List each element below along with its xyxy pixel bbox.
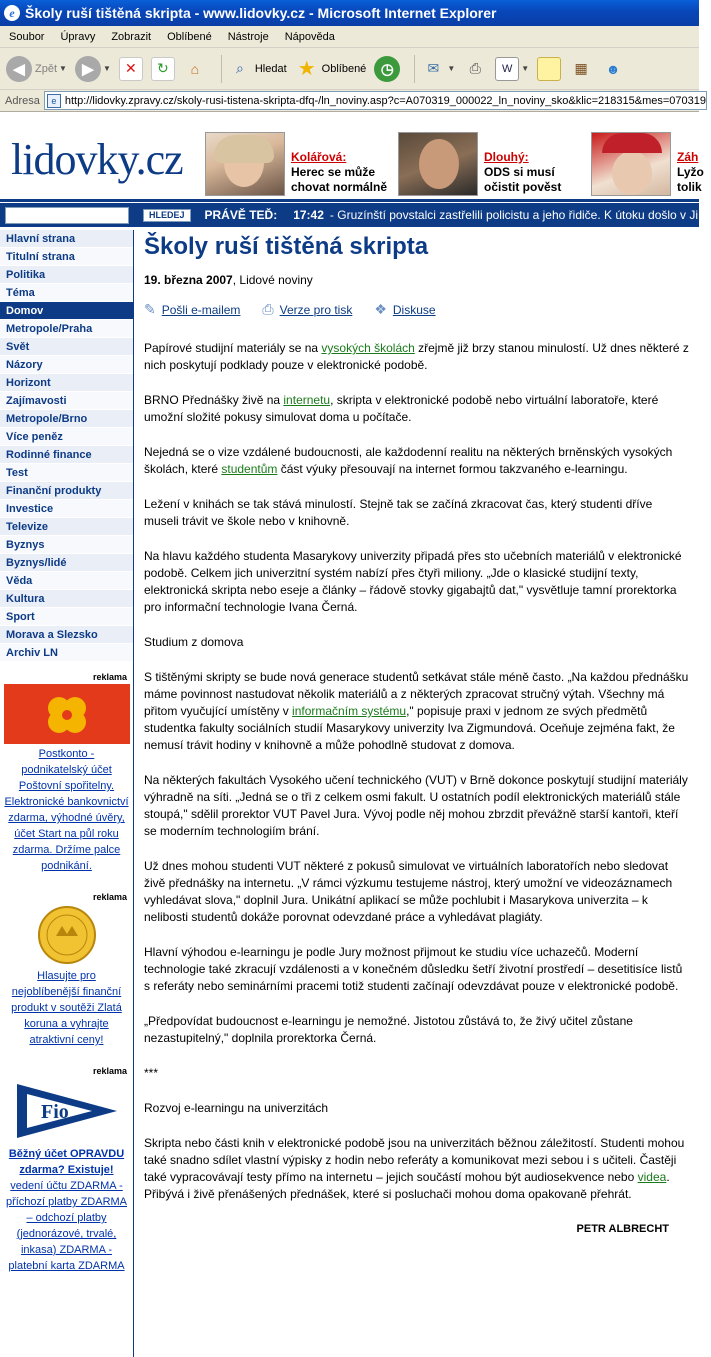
keyword-link[interactable]: studentům [221,462,278,476]
ad-text[interactable]: vedení účtu ZDARMA - příchozí platby ZDARMA – odchozí platby (jednorázové, trvalé, inkasa) ZDARMA - platební karta ZDARMA [5,1180,128,1272]
article-subheading: Rozvoj e-learningu na univerzitách [144,1101,329,1115]
now-label: PRÁVĚ TEĎ: [204,208,278,222]
word-icon: W [495,57,519,81]
sidebar-item-financni-produkty[interactable]: Finanční produkty [0,482,133,500]
ad-headline[interactable]: Běžný účet OPRAVDU zdarma? Existuje! [8,1148,125,1176]
chevron-down-icon[interactable]: ▼ [102,64,111,73]
note-icon [537,57,561,81]
site-logo[interactable]: lidovky.cz [11,135,183,184]
article-meta [144,273,689,287]
print-icon: ⎙ [262,301,274,317]
article-paragraph: Hlavní výhodou e-learningu je podle Jury možnost přijmout ke studiu více uchazečů. Moderní technologie také zkracují vzdálenosti a v konečném důsledku šetří životní prostředí – desetitisíce listů s referáty nebo seminárními pracemi totiž studenti začínají odevzdávat pouze v elektronické podobě. [144,945,683,993]
star-icon: ★ [297,58,316,80]
ad-fio[interactable] [0,1076,133,1274]
promo-name[interactable]: Záh [677,150,699,164]
fio-logo-icon [7,1078,127,1144]
menu-bar [0,26,699,48]
address-label: Adresa [5,94,40,107]
ad-label: reklama [92,1066,127,1076]
refresh-button[interactable] [151,57,175,81]
menu-edit[interactable]: Úpravy [60,30,96,43]
forward-button[interactable] [75,56,111,82]
svg-text:Fio: Fio [40,1101,69,1123]
sidebar-item-morava-a-slezsko[interactable]: Morava a Slezsko [0,626,133,644]
messenger-button[interactable] [601,57,625,81]
sidebar-item-byznys-lide[interactable]: Byznys/lidé [0,554,133,572]
ad-label: reklama [92,672,127,682]
sidebar-item-kultura[interactable]: Kultura [0,590,133,608]
toolbar-separator [221,55,222,83]
sidebar-nav [0,230,133,662]
sidebar-item-tema[interactable]: Téma [0,284,133,302]
sidebar-item-televize[interactable]: Televize [0,518,133,536]
article-paragraph: Ležení v knihách se tak stává minulostí. Stejně tak se začíná zkracovat čas, který studenti dříve museli trávit ve škole nebo v knihovně. [144,497,653,528]
ad-text[interactable]: Hlasujte pro nejoblíbenější finanční produkt v soutěži Zlatá koruna a vyhrajte atraktivní ceny! [11,970,122,1046]
news-ticker[interactable]: - Gruzínští povstalci zastřelili policistu a jeho řidiče. K útoku došlo v Ji [329,208,699,222]
print-icon: ⎙ [469,60,481,76]
address-url[interactable]: http://lidovky.zpravy.cz/skoly-rusi-tistena-skripta-dfq-/ln_noviny.asp?c=A070319_000022_ln_noviny_sko&klic=218315&mes=070319 [64,94,706,107]
research-button[interactable] [569,57,593,81]
sidebar-item-politika[interactable]: Politika [0,266,133,284]
promo-text[interactable]: Lyžo tolik [677,165,704,194]
print-button[interactable] [463,57,487,81]
article [144,230,689,1238]
promo-photo [591,132,671,196]
toolbar-separator [414,55,415,83]
window-title: Školy ruší tištěná skripta - www.lidovky.cz - Microsoft Internet Explorer [25,5,497,21]
discussion-link[interactable]: ❖ Diskuse [374,301,436,317]
address-input[interactable] [44,91,707,110]
forward-arrow-icon: ▶ [75,56,101,82]
menu-file[interactable]: Soubor [9,30,45,43]
ticker-time: 17:42 [293,208,324,222]
favorites-button[interactable]: ★ Oblíbené [295,57,367,81]
sidebar-item-metropole-brno[interactable]: Metropole/Brno [0,410,133,428]
refresh-icon: ↻ [151,57,175,81]
home-icon: ⌂ [190,60,200,77]
sidebar-item-veda[interactable]: Věda [0,572,133,590]
promo-item[interactable] [591,132,711,196]
site-search-button[interactable]: HLEDEJ [143,209,191,222]
promo-text[interactable]: Herec se může chovat normálně [291,165,388,194]
article-title: Školy ruší tištěná skripta [144,233,429,260]
menu-favorites[interactable]: Oblíbené [167,30,212,43]
sidebar [0,230,134,1357]
article-tools [144,301,689,318]
chevron-down-icon[interactable]: ▼ [59,64,67,73]
sidebar-item-titulni-strana[interactable]: Titulní strana [0,248,133,266]
discuss-button[interactable] [537,57,561,81]
sidebar-item-vice-penez[interactable]: Více peněz [0,428,133,446]
promo-text[interactable]: ODS si musí očistit pověst [484,165,562,194]
sidebar-item-domov[interactable]: Domov [0,302,133,320]
article-subheading: Studium z domova [144,635,244,649]
promo-photo [205,132,285,196]
promo-item[interactable] [205,132,395,196]
page-icon: e [47,94,61,108]
ad-zlata-koruna[interactable] [0,902,133,1048]
back-arrow-icon: ◀ [6,56,32,82]
chevron-down-icon[interactable]: ▼ [521,64,530,73]
top-navbar [0,203,699,227]
article-paragraph: Už dnes mohou studenti VUT některé z pokusů simulovat ve virtuálních laboratořích nebo sledovat živě přednášky na internetu. „V rámci výzkumu testujeme nástroj, který umožní ve videozáznamech vyhledávat slova," doplnil Jura. Unikátní aplikací se může pochlubit i Masarykova univerzita – k nelibosti studentů dokáže porovnat odevzdané práce a vyhledávat plagiáty. [144,859,673,924]
sidebar-item-nazory[interactable]: Názory [0,356,133,374]
menu-tools[interactable]: Nástroje [227,30,269,43]
article-body [144,340,689,1238]
keyword-link[interactable]: vysokých školách [321,341,415,355]
promo-name[interactable]: Dlouhý: [484,150,529,164]
edit-button[interactable] [495,57,529,81]
ad-text[interactable]: Postkonto - podnikatelský účet Poštovní spořitelny. Elektronické bankovnictví zdarma, výhodné úvěry, účet Start na půl roku zdarma. Držíme palce podnikání. [4,748,129,872]
site-header [0,112,704,204]
article-paragraph: Na hlavu každého studenta Masarykovy univerzity připadá přes sto učebních materiálů v elektronické podobě. Celkem jich univerzitní systém nabízí přes čtyři miliony. „Jde o klasické studijní texty, elektronická skripta nebo eseje a články – řádově stovky gigabajtů dat," vysvětluje tamní prorektorka pro informační technologie Ivana Černá. [144,549,682,614]
pencil-icon: ✎ [144,301,156,317]
promo-item[interactable] [398,132,578,196]
menu-help[interactable]: Nápověda [284,30,335,43]
clover-icon [4,684,130,744]
history-button[interactable] [374,56,400,82]
menu-view[interactable]: Zobrazit [111,30,152,43]
research-icon: ▦ [574,60,588,76]
send-email-link[interactable]: ✎ Pošli e-mailem [144,301,241,317]
article-separator: *** [144,1066,159,1080]
article-paragraph: BRNO Přednášky živě na internetu, skripta v elektronické podobě nebo virtuální laboratoře, které umožní složité pokusy simulovat doma u počítače. [144,393,659,424]
address-bar [0,90,706,112]
sidebar-item-byznys[interactable]: Byznys [0,536,133,554]
ie-icon: e [4,5,20,21]
history-icon: ◷ [374,56,400,82]
article-paragraph: Skripta nebo části knih v elektronické podobě jsou na univerzitách běžnou záležitostí. Studenti mohou také snadno sdílet vlastní výpisky z hodin nebo referáty a komunikovat mezi sebou i s učiteli. Častěji také vypracovávají testy přímo na internetu – jejich součástí mohou být audiosekvence nebo videa. Přibývá i živě přenášených přednášek, které si posluchači mohou doma opakovaně přehrát. [144,1136,685,1201]
ad-label: reklama [92,892,127,902]
window-titlebar [0,0,699,26]
search-icon: ⌕ [235,60,244,76]
article-date: 19. března 2007 [144,273,233,287]
keyword-link[interactable]: informačním systému [292,704,407,718]
article-paragraph: Nejedná se o vize vzdálené budoucnosti, ale každodenní realitu na některých brněnských vysokých školách, které studentům část výuky přesouvají na internet formou takzvaného e-learningu. [144,445,673,476]
sidebar-item-test[interactable]: Test [0,464,133,482]
article-author: PETR ALBRECHT [576,1223,669,1235]
messenger-icon: ☻ [605,60,621,77]
sidebar-item-horizont[interactable]: Horizont [0,374,133,392]
sidebar-item-zajimavosti[interactable]: Zajímavosti [0,392,133,410]
stop-button[interactable] [119,57,143,81]
keyword-link[interactable]: videa [637,1170,667,1184]
coin-icon [32,904,102,966]
article-paragraph: S tištěnými skripty se bude nová generace studentů setkávat stále méně často. „Na každou přednášku máme povinnost nastudovat několik materiálů a z některých zpracovat stručný výtah. Všechny má přitom vyučující umístěny v informačním systému," popisuje praxi v jednom ze svých předmětů studentka fakulty sociálních studií Masarykovy univerzity Iva Zigmundová. Oceňuje zejména fakt, že nemusí trávit hodiny v knihovně a může pohodlně studovat z domova. [144,670,689,752]
web-page [0,112,704,1357]
mail-icon: ✉ [427,60,440,76]
stop-icon: ✕ [119,57,143,81]
home-button[interactable] [183,57,207,81]
sidebar-item-svet[interactable]: Svět [0,338,133,356]
sidebar-item-investice[interactable]: Investice [0,500,133,518]
sidebar-item-archiv-ln[interactable]: Archiv LN [0,644,133,662]
site-search-input[interactable] [5,207,129,224]
article-paragraph: Na některých fakultách Vysokého učení technického (VUT) v Brně dokonce poskytují studijní materiály výhradně na síti. „Jedná se o tři z celkem osmi fakult. U ostatních podíl elektronických materiálů stále stoupá," sdělil prorektor VUT Pavel Jura. Vývoj podle něj mohou zbrzdit převážně starší kantoři, kteří se moderním technologiím brání. [144,773,688,838]
sidebar-item-rodinne-finance[interactable]: Rodinné finance [0,446,133,464]
keyword-link[interactable]: internetu [283,393,331,407]
mail-button[interactable] [421,57,455,81]
search-button[interactable]: ⌕ Hledat [228,57,287,81]
article-paragraph: „Předpovídat budoucnost e-learningu je nemožné. Jistotou zůstává to, že živý učitel zůstane nezastupitelný," doplnila prorektorka Černá. [144,1014,633,1045]
promo-photo [398,132,478,196]
sidebar-item-metropole-praha[interactable]: Metropole/Praha [0,320,133,338]
article-source: , Lidové noviny [232,273,313,287]
header-divider [0,199,699,202]
chevron-down-icon[interactable]: ▼ [447,64,456,73]
discussion-icon: ❖ [374,301,387,317]
sidebar-item-hlavni-strana[interactable]: Hlavní strana [0,230,133,248]
browser-toolbar [0,48,699,90]
print-version-link[interactable]: ⎙ Verze pro tisk [262,301,353,317]
ad-postkonto[interactable] [0,682,133,874]
back-button[interactable]: ◀ Zpět ▼ [6,56,67,82]
article-paragraph: Papírové studijní materiály se na vysokých školách zřejmě již brzy stanou minulostí. Už dnes některé z nich poskytují podklady pouze v elektronické podobě. [144,341,689,372]
promo-name[interactable]: Kolářová: [291,150,347,164]
sidebar-item-sport[interactable]: Sport [0,608,133,626]
